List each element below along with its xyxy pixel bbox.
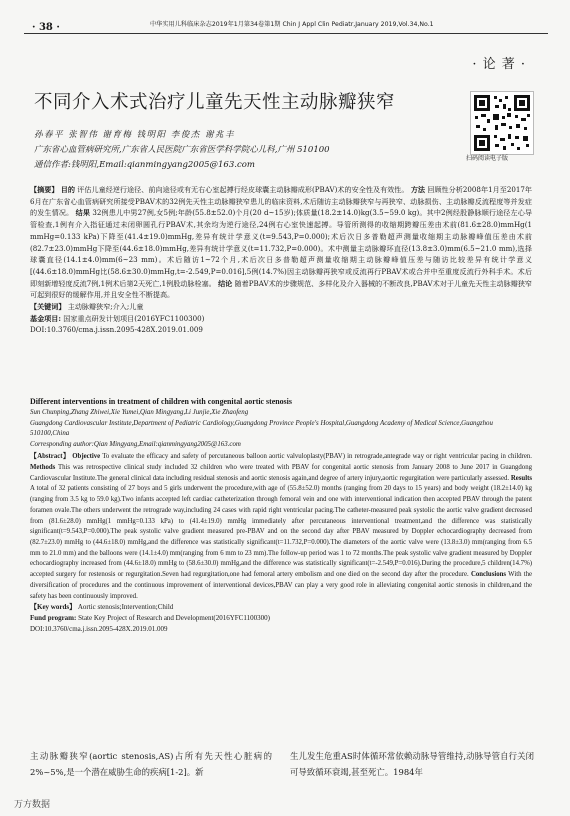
cn-conclusion-label: 结论 — [218, 278, 233, 288]
corresponding-author: 通信作者:钱明阳,Email:qianmingyang2005@163.com — [34, 160, 255, 170]
affiliation: 广东省心血管病研究所,广东省人民医院广东省医学科学院心儿科,广州 510100 — [34, 145, 330, 155]
cn-objective: 评估儿童经逆行途径、前向途径或有无右心室起搏行经皮球囊主动脉瓣成形(PBAV)术的安全性及有效性。 — [77, 185, 409, 194]
en-fund: State Key Project of Research and Development(2016YFC1100300) — [78, 614, 270, 623]
chinese-abstract — [30, 184, 532, 336]
cn-keywords-label: 【关键词】 — [30, 302, 66, 312]
journal-header: 中华实用儿科临床杂志2019年1月第34卷第1期 Chin J Appl Clin Pediatr,January 2019,Vol.34,No.1 — [150, 21, 434, 28]
en-authors: Sun Chunping,Zhang Zhiwei,Xie Yumei,Qian Mingyang,Li Junjie,Xie Zhaofeng — [30, 409, 249, 416]
article-title: 不同介入术式治疗儿童先天性主动脉瓣狭窄 — [34, 92, 396, 113]
cn-methods: 回顾性分析2008年1月至2017年6月在广东省心血管病研究所接受PBAV术的32例先天性主动脉瓣狭窄患儿的临床资料,术后随访主动脉瓣狭窄与再狭窄、动脉损伤、主动脉瓣反流程度等并发症的发生情况。 — [30, 185, 532, 218]
en-title: Different interventions in treatment of children with congenital aortic stenosis — [30, 397, 292, 406]
authors: 孙春平 张智伟 谢育梅 钱明阳 李俊杰 谢兆丰 — [34, 130, 236, 140]
en-conclusions: With the diversification of procedures and the continuous improvement of interventional devices,PBAV can play a very good role in alleviating congenital aortic stenosis in children,and the safety has been continuously improved. — [30, 571, 533, 600]
en-keywords-line — [30, 602, 532, 613]
body-text-left: 主动脉瓣狭窄(aortic stenosis,AS)占所有先天性心脏病的2%~5%,是一个潜在威胁生命的疾病[1-2]。新 — [30, 751, 272, 777]
en-objective-label: Objective — [72, 453, 101, 461]
cn-abstract-label: 【摘要】 — [30, 185, 59, 194]
en-methods: This was retrospective clinical study included 32 children who were treated with PBAV for congenital aortic stenosis from January 2008 to June 2017 in Guangdong Cardiovascular Institute.The general clinical data including residual stenosis and aortic stenosis again,and degree of artery injury,aortic regurgitation were particularly assessed. — [30, 464, 532, 482]
en-abstract-body — [30, 452, 532, 602]
qr-code-icon[interactable] — [470, 91, 534, 155]
en-methods-label: Methods — [30, 464, 56, 472]
cn-objective-label: 目的 — [60, 185, 75, 194]
en-results-label: Results — [510, 474, 532, 482]
cn-fund: 国家重点研发计划项目(2016YFC1100300) — [63, 313, 205, 323]
cn-fund-line — [30, 313, 532, 325]
en-conclusions-label: Conclusions — [470, 571, 507, 579]
cn-conclusion: 随着PBAV术的步骤规范、多样化及介入器械的不断改良,PBAV术对于儿童先天性主动脉瓣狭窄可起到很好的缓解作用,并且安全性不断提高。 — [30, 278, 533, 300]
cn-keywords: 主动脉瓣狭窄;介入;儿童 — [67, 302, 144, 312]
header-rule — [24, 33, 548, 34]
cn-methods-label: 方法 — [410, 185, 426, 194]
en-keywords-label: 【Key words】 — [30, 603, 77, 612]
en-results: A total of 32 patients consisting of 27 boys and 5 girls underwent the procedure,with age of (55.8±52.0) months (ranging from 20 days to 15 years) and body weight (18.2±14.0) kg (ranging from 3.5 kg to 59.0 kg).Two infants accepted left cardiac catheterization through femoral vein and one with interventional indication then accepted PBAV through the patent foramen ovale.The others underwent the retrograde way,including 24 cases with rapid right ventricular pacing.The catheter-measured peak systolic the aortic valve gradient decreased from (81.6±28.0) mmHg(1 mmHg=0.133 kPa) to (41.4±19.0) mmHg immediately after percutaneous interventional treatment,and the difference was statistically significant(t=9.543,P=0.000).The peak systolic valve gradient measured pre-PBAV and on the second day after PBAV measured by Doppler echocardiography decreased from (82.7±23.0) mmHg to (44.6±18.0) mmHg,and the difference was statistically significant(t=11.732,P=0.000).The diameters of the aortic valve were (13.8±3.0) mm(ranging from 6.5 mm to 21.0 mm) and the balloons were (14.1±4.0) mm(ranging from 6 mm to 23 mm).The follow-up period was 1 to 72 months.The peak systolic valve gradient measured by Doppler echocardiography increased from (44.6±18.0) mmHg to (58.6±30.0) mmHg,and the difference was statistically significant(t=-2.549,P=0.016).During the procedure,5 children(14.7%) accepted surgery for restenosis or regurgitation.Seven had regurgitation,one had femoral artery embolism and one died on the second day after the procedure. — [30, 485, 532, 579]
qr-caption: 扫码阅读电子版 — [466, 155, 509, 162]
en-abstract-label: 【Abstract】 — [30, 453, 71, 461]
section-label: · 论 著 · — [472, 57, 526, 72]
en-fund-label: Fund program: — [30, 614, 77, 623]
cn-doi[interactable]: DOI:10.3760/cma.j.issn.2095-428X.2019.01.009 — [30, 325, 203, 335]
body-text-right: 生儿发生危重AS时体循环常依赖动脉导管维持,动脉导管自行关闭可导致循环衰竭,甚至死亡。1984年 — [290, 751, 534, 777]
en-objective: To evaluate the efficacy and safety of percutaneous balloon aortic valvuloplasty(PBAV) in retrograde,antegrade way or right ventricular pacing in children. — [102, 453, 532, 461]
cn-results-label: 结果 — [75, 208, 91, 218]
en-corresponding: Corresponding author:Qian Mingyang,Email:qianmingyang2005@163.com — [30, 440, 241, 448]
watermark: 万方数据 — [14, 800, 51, 810]
cn-abstract-body — [30, 184, 532, 301]
cn-results: 32例患儿中男27例,女5例;年龄(55.8±52.0)个月(20 d~15岁);体质量(18.2±14.0)kg(3.5~59.0 kg)。其中2例经股静脉顺行途径左心导管检查,1例有介入指征通过未闭卵圆孔行PBAV术,其余均为逆行途径,24例右心室快速起搏。导管所测得的收缩期跨瓣压差由术前(81.6±28.0)mmHg(1 mmHg=0.133 kPa)下降至(41.4±19.0)mmHg,差异有统计学意义(t=9.543,P=0.000);术后次日多普勒超声测量收缩期主动脉瓣峰值压差由术前(82.7±23.0)mmHg下降至(44.6±18.0)mmHg,差异有统计学意义(t=11.732,P=0.000)。术中测量主动脉瓣环直径(13.8±3.0)mm(6.5~21.0 mm),选择球囊直径(14.1±4.0)mm(6~23 mm)。术后随访1~72个月,术后次日多普勒超声测量收缩期主动脉瓣峰值压差与随访比较差异有统计学意义[(44.6±18.0)mmHg比(58.6±30.0)mmHg,t=-2.549,P=0.016],5例(14.7%)因主动脉瓣再狭窄或反流再行PBAV术或合并中至重度反流行外科手术。术后即刻新增轻度反流7例,1例术后第2天死亡,1例股动脉栓塞。 — [30, 208, 533, 288]
en-keywords: Aortic stenosis;Intervention;Child — [77, 603, 174, 612]
en-affiliation: Guangdong Cardiovascular Institute,Department of Pediatric Cardiology,Guangdong Province People's Hospital,Guangdong Academy of Medical Science,Guangzhou 510100,China — [30, 419, 493, 438]
cn-fund-label: 基金项目: — [30, 313, 61, 323]
en-doi[interactable]: DOI:10.3760/cma.j.issn.2095-428X.2019.01.009 — [30, 624, 168, 633]
page-number: · 38 · — [32, 22, 60, 33]
english-abstract — [30, 397, 532, 635]
en-fund-line — [30, 613, 532, 624]
cn-keywords-line — [30, 301, 532, 313]
